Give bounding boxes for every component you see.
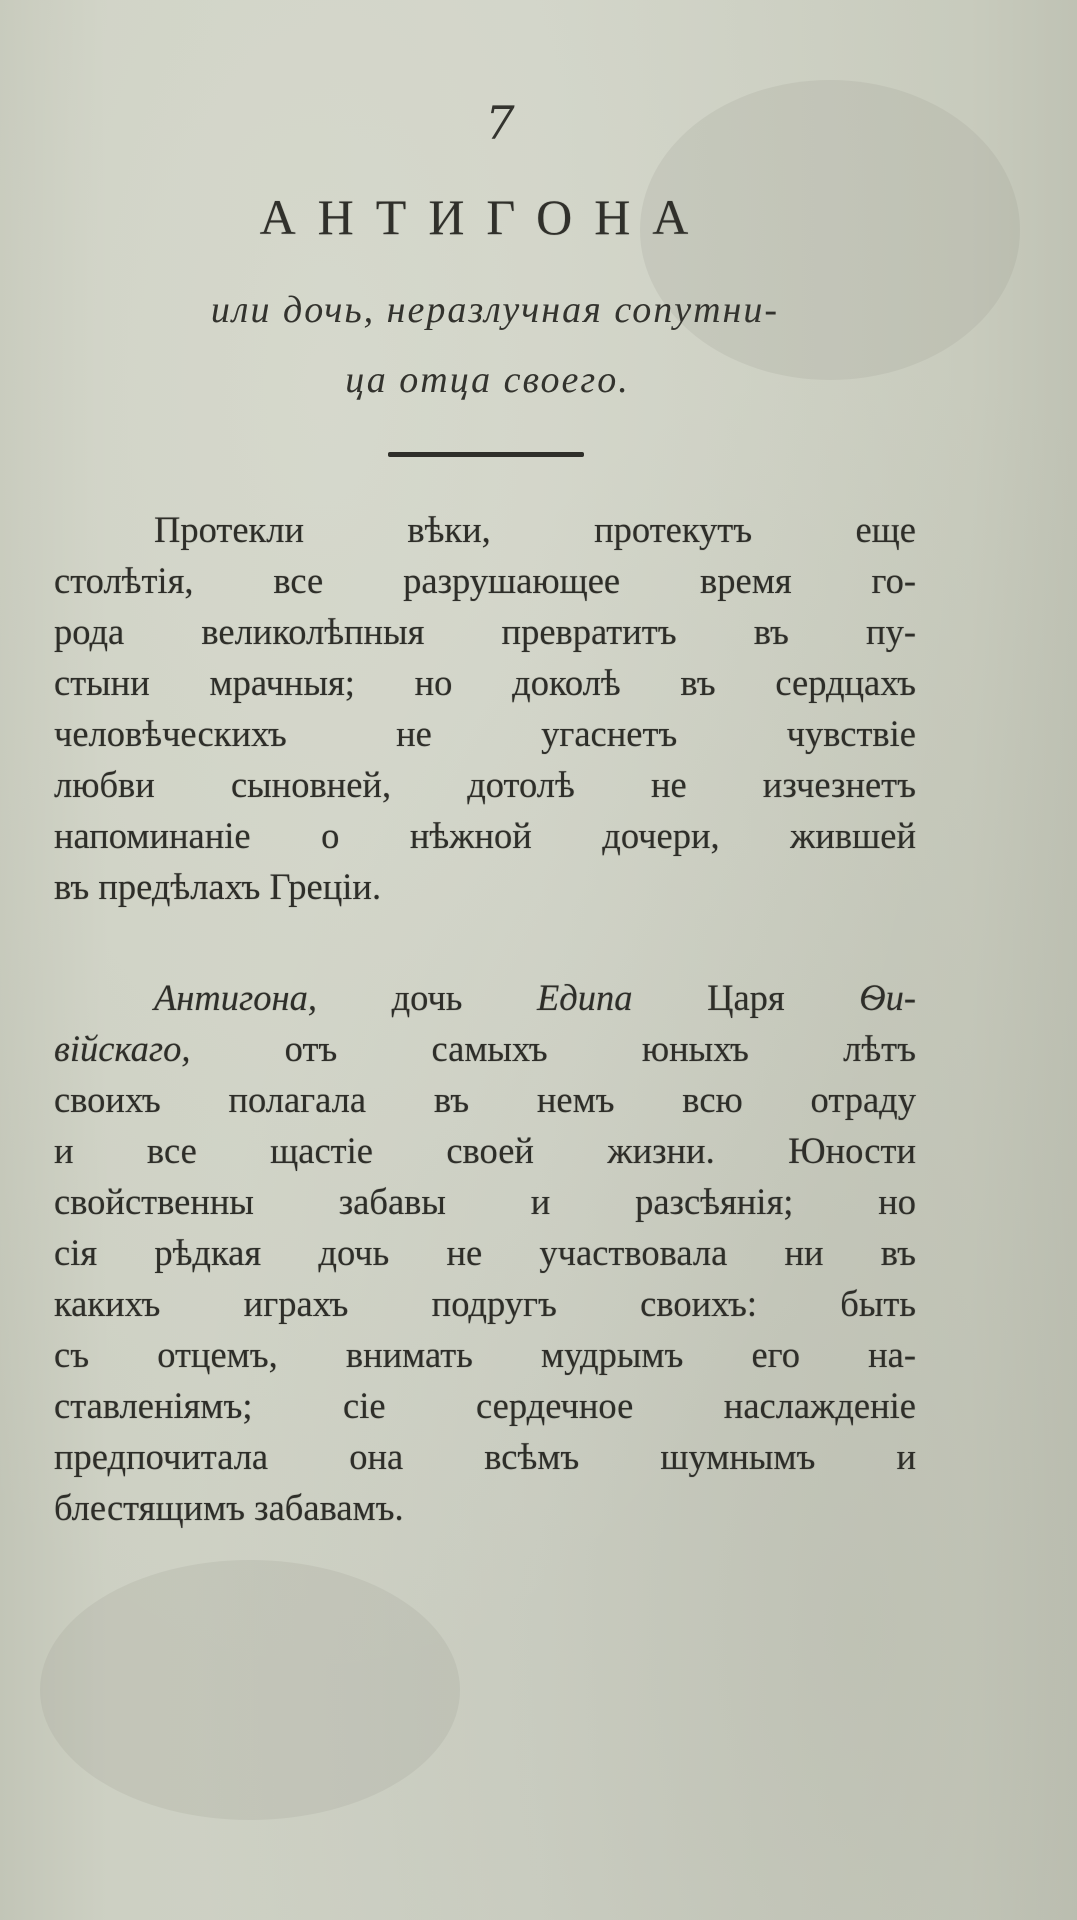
paragraph-2-line: предпочитала она всѣмъ шумнымъ и (54, 1436, 916, 1477)
paragraph-1-line: Протекли вѣки, протекутъ еще (154, 509, 916, 550)
paragraph-2-line: съ отцемъ, внимать мудрымъ его на- (54, 1334, 916, 1375)
paragraph-1-line: стыни мрачныя; но доколѣ въ сердцахъ (54, 662, 916, 703)
paragraph-1-line: напоминаніе о нѣжной дочери, жившей (54, 815, 916, 856)
chapter-subtitle-line-2: ца отца своего. (345, 359, 630, 401)
title-divider (388, 452, 584, 457)
word-doch: дочь (391, 977, 463, 1018)
paragraph-1-line: рода великолѣпныя превратитъ въ пу- (54, 611, 916, 652)
paragraph-2-line: блестящимъ забавамъ. (54, 1487, 404, 1528)
page-number: 7 (485, 96, 515, 150)
chapter-title: АНТИГОНА (259, 189, 711, 245)
paragraph-2-line: своихъ полагала въ немъ всю отраду (54, 1079, 916, 1120)
word-thiviyskago: війскаго, (54, 1028, 191, 1069)
paragraph-2-line: сія рѣдкая дочь не участвовала ни въ (54, 1232, 916, 1273)
paragraph-2-line (154, 978, 916, 1018)
paragraph-2-line (54, 1029, 916, 1069)
paragraph-2-line: ставленіямъ; сіе сердечное наслажденіе (54, 1385, 916, 1426)
chapter-subtitle-line-1: или дочь, неразлучная сопутни- (210, 289, 780, 331)
word-tsarya: Царя (707, 977, 785, 1018)
paragraph-2-line: свойственны забавы и разсѣянія; но (54, 1181, 916, 1222)
paragraph-1-line: любви сыновней, дотолѣ не изчезнетъ (54, 764, 916, 805)
paragraph-1-line: столѣтія, все разрушающее время го- (54, 560, 916, 601)
paragraph-2-line: и все щастіе своей жизни. Юности (54, 1130, 916, 1171)
name-edip: Едипа (537, 977, 633, 1018)
paragraph-2-line: какихъ играхъ подругъ своихъ: быть (54, 1283, 916, 1324)
line-rest: отъ самыхъ юныхъ лѣтъ (284, 1028, 916, 1069)
paper-stain (40, 1560, 460, 1820)
paragraph-1-line: человѣческихъ не угаснетъ чувствіе (54, 713, 916, 754)
name-antigona: Антигона, (154, 977, 317, 1018)
paragraph-1-line: въ предѣлахъ Греціи. (54, 866, 382, 907)
word-thivi: Ѳи- (859, 977, 917, 1018)
